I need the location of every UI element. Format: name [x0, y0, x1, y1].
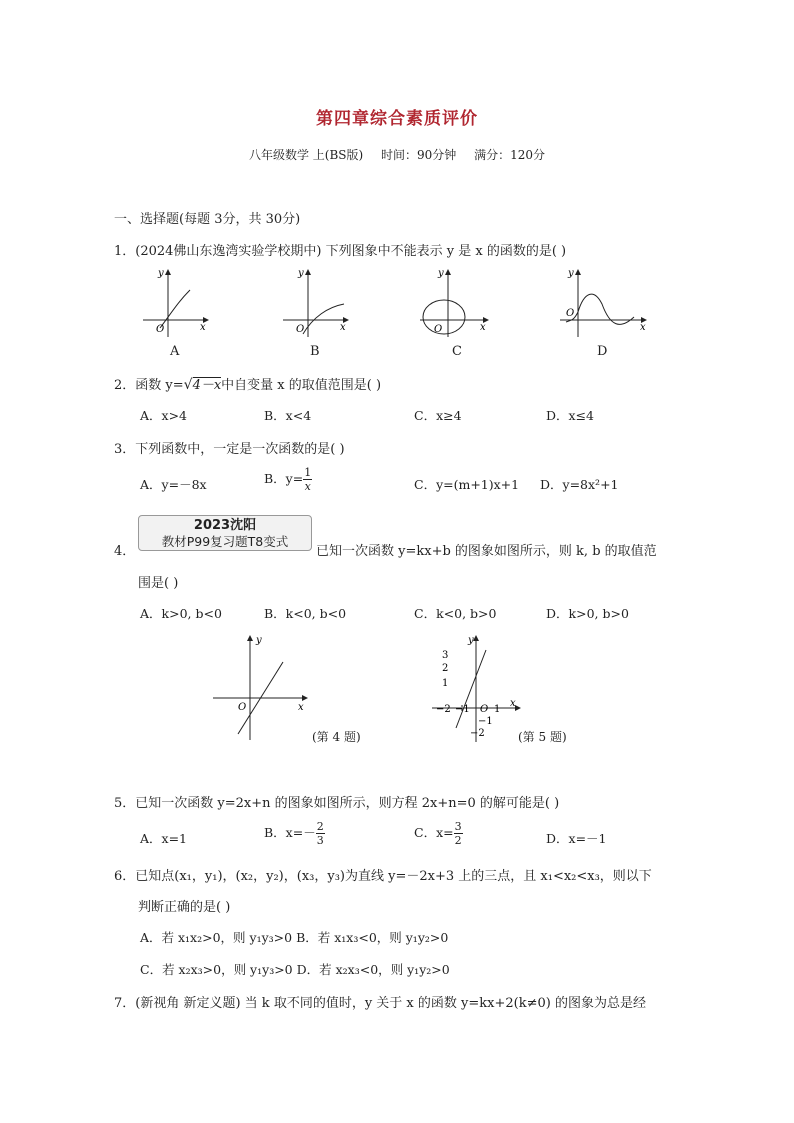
- y-tick-3: 3: [442, 650, 449, 661]
- axis-x: x: [640, 322, 646, 333]
- graph-c-label: C: [452, 344, 462, 359]
- q2-option-b: B．x<4: [264, 408, 312, 423]
- q3-option-d: D．y=8x²+1: [540, 477, 619, 492]
- q5-text: 5．已知一次函数 y=2x+n 的图象如图所示，则方程 2x+n=0 的解可能是( ): [114, 796, 560, 811]
- q1-text: 1．(2024佛山东逸湾实验学校期中) 下列图象中不能表示 y 是 x 的函数的是( ): [114, 244, 567, 259]
- x-tick-neg2: −2: [436, 704, 451, 715]
- y-tick-1: 1: [442, 678, 449, 689]
- q4-option-d: D．k>0, b>0: [546, 606, 629, 621]
- q2-option-a: A．x>4: [140, 408, 188, 423]
- subtitle: [0, 146, 794, 163]
- q4-option-c: C．k<0, b>0: [414, 606, 497, 621]
- q2-option-c: C．x≥4: [414, 408, 462, 423]
- q2-text-a: 2．函数 y=: [114, 378, 184, 393]
- axis-o: O: [480, 704, 489, 715]
- q5-figure-caption: (第 5 题): [518, 730, 567, 744]
- section-heading: 一、选择题(每题 3分，共 30分): [114, 212, 301, 227]
- source-badge: [138, 515, 312, 551]
- q4-text-b: 围是( ): [138, 576, 179, 591]
- q4-option-b: B．k<0, b<0: [264, 606, 347, 621]
- q4-option-a: A．k>0, b<0: [140, 606, 222, 621]
- y-tick-2: 2: [442, 663, 449, 674]
- subtitle-time: 时间：90分钟: [381, 148, 457, 162]
- q6-options-row2: C．若 x₂x₃>0，则 y₁y₃>0 D．若 x₂x₃<0，则 y₁y₂>0: [140, 962, 450, 977]
- subtitle-score: 满分：120分: [474, 148, 546, 162]
- x-tick-neg1: −1: [455, 704, 470, 715]
- graph-d: [560, 268, 646, 337]
- q3-option-b: [264, 466, 312, 493]
- q4-number: 4．: [114, 544, 136, 559]
- q5-option-a: A．x=1: [140, 831, 188, 846]
- q7-text: 7．(新视角 新定义题) 当 k 取不同的值时，y 关于 x 的函数 y=kx+2(k≠0) 的图象为总是经: [114, 996, 646, 1011]
- graph-a: [143, 268, 208, 337]
- y-tick-neg2: −2: [470, 728, 485, 739]
- badge-top: 2023沈阳: [193, 518, 257, 533]
- axis-o: O: [296, 324, 305, 335]
- graph-b: [283, 268, 348, 337]
- q5-option-b-fraction: $\frac{2}{3}$: [316, 820, 324, 847]
- graph-a-label: A: [170, 344, 180, 359]
- axis-y: y: [438, 268, 444, 279]
- x-tick-1: 1: [494, 704, 501, 715]
- q3-option-a: A．y=－8x: [140, 477, 207, 492]
- page-title: 第四章综合素质评价: [316, 109, 478, 129]
- q4-figure-caption: (第 4 题): [312, 730, 361, 744]
- graph-b-label: B: [310, 344, 320, 359]
- q5-option-c-fraction: $\frac{3}{2}$: [454, 820, 462, 847]
- q6-text-a: 6．已知点(x₁，y₁)，(x₂，y₂)，(x₃，y₃)为直线 y=－2x+3 上的三点，且 x₁<x₂<x₃，则以下: [114, 869, 652, 884]
- q5-figure: [428, 630, 528, 745]
- q2-option-d: D．x≤4: [546, 408, 594, 423]
- q6-text-b: 判断正确的是( ): [138, 900, 231, 915]
- axis-x: x: [510, 698, 516, 709]
- q4-text-a: 已知一次函数 y=kx+b 的图象如图所示，则 k, b 的取值范: [316, 544, 657, 559]
- subtitle-grade: 八年级数学 上(BS版): [248, 148, 364, 162]
- q5-option-d: D．x=－1: [546, 831, 607, 846]
- q5-option-c: [414, 820, 463, 847]
- y-tick-neg1: −1: [478, 716, 493, 727]
- axis-o: O: [434, 324, 443, 335]
- graph-c: [420, 268, 488, 337]
- axis-x: x: [200, 322, 206, 333]
- q3-option-b-fraction: $\frac{1}{x}$: [304, 466, 312, 493]
- badge-bottom: 教材P99复习题T8变式: [161, 534, 289, 549]
- q3-option-b-prefix: B．y=: [264, 471, 304, 486]
- q2-text: 2．函数 y=√4－x中自变量 x 的取值范围是( ): [114, 377, 382, 393]
- axis-x: x: [298, 702, 304, 713]
- q2-text-b: 中自变量 x 的取值范围是( ): [221, 378, 382, 393]
- axis-y: y: [468, 635, 474, 646]
- q4-figure: [205, 630, 315, 745]
- axis-o: O: [156, 324, 165, 335]
- q1-graphs: [138, 262, 658, 342]
- graph-d-label: D: [597, 344, 608, 359]
- q3-option-c: C．y=(m+1)x+1: [414, 477, 520, 492]
- axis-o: O: [566, 308, 575, 319]
- q5-option-b: [264, 820, 325, 847]
- axis-o: O: [238, 702, 247, 713]
- q5-option-c-prefix: C．x=: [414, 825, 454, 840]
- axis-y: y: [256, 635, 262, 646]
- axis-y: y: [158, 268, 164, 279]
- q6-options-row1: A．若 x₁x₂>0，则 y₁y₃>0 B．若 x₁x₃<0，则 y₁y₂>0: [140, 930, 449, 945]
- q2-sqrt: 4－x: [192, 378, 222, 393]
- axis-y: y: [298, 268, 304, 279]
- axis-y: y: [568, 268, 574, 279]
- axis-x: x: [340, 322, 346, 333]
- axis-x: x: [480, 322, 486, 333]
- q3-text: 3．下列函数中，一定是一次函数的是( ): [114, 442, 345, 457]
- q5-option-b-prefix: B．x=－: [264, 825, 316, 840]
